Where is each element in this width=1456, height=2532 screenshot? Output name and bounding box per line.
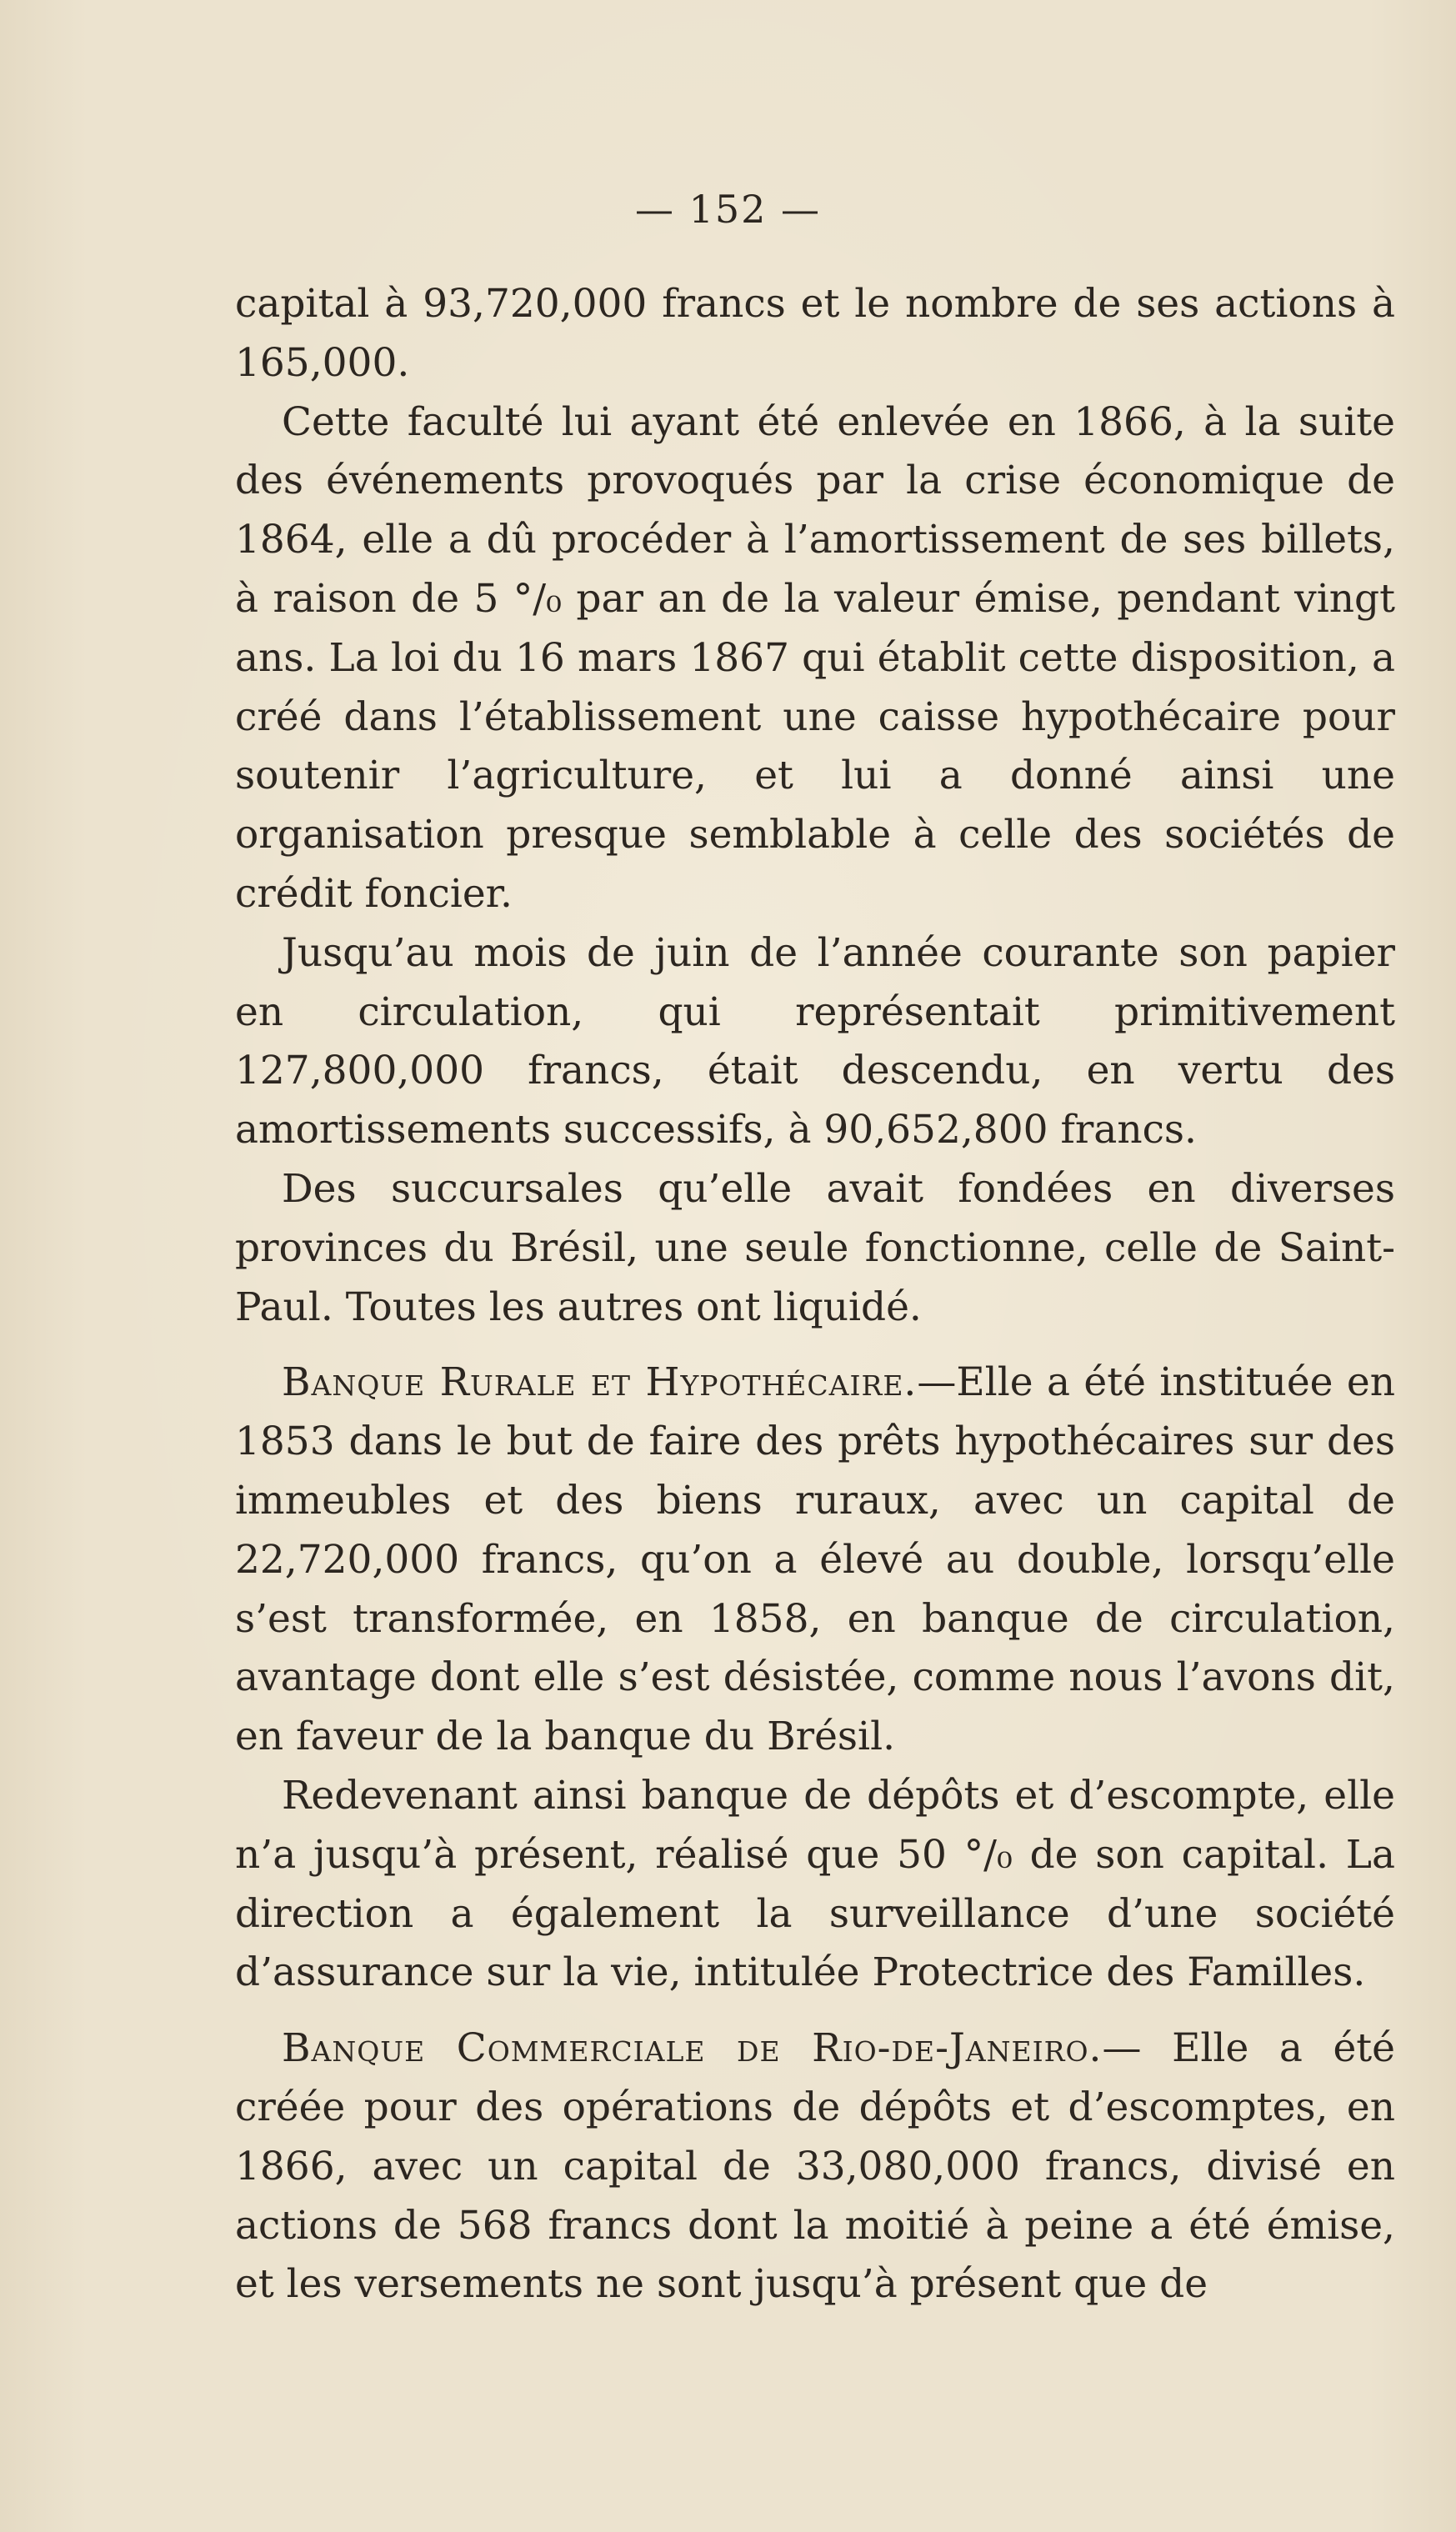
section-heading-banque-rurale: Banque Rurale et Hypothécaire.: [282, 1359, 918, 1406]
section-text-banque-rurale: —Elle a été instituée en 1853 dans le but de faire des prêts hypothécaires sur des immeubles et des biens ruraux, avec un capital de 22,720,000 francs, qu’on a élevé au double, lorsqu’elle s’est transformée, en 1858, en banque de circulation, avantage dont elle s’est désistée, comme nous l’avons dit, en faveur de la banque du Brésil.: [235, 1359, 1395, 1760]
section-banque-rurale: [235, 1354, 1395, 1767]
page-number: — 152 —: [634, 187, 822, 232]
paragraph-redevenant: Redevenant ainsi banque de dépôts et d’escompte, elle n’a jusqu’à présent, réalisé que 50 °/₀ de son capital. La direction a également la surveillance d’une société d’assurance sur la vie, intitulée Protectrice des Familles.: [235, 1772, 1395, 1996]
paragraph-circulation: Jusqu’au mois de juin de l’année courante son papier en circulation, qui représentait primitivement 127,800,000 francs, était descendu, en vertu des amortissements successifs, à 90,652,800 francs.: [235, 929, 1395, 1153]
section-text-banque-commerciale: — Elle a été créée pour des opérations de dépôts et d’escomptes, en 1866, avec un capital de 33,080,000 francs, divisé en actions de 568 francs dont la moitié à peine a été émise, et les versements ne sont jusqu’à présent que de: [235, 2025, 1395, 2308]
section-heading-banque-commerciale: Banque Commerciale de Rio-de-Janeiro.: [282, 2025, 1103, 2072]
section-banque-commerciale: [235, 2019, 1395, 2314]
body-text: [235, 275, 1395, 2314]
paragraph-faculte: Cette faculté lui ayant été enlevée en 1866, à la suite des événements provoqués par la crise économique de 1864, elle a dû procéder à l’amortissement de ses billets, à raison de 5 °/₀ par an de la valeur émise, pendant vingt ans. La loi du 16 mars 1867 qui établit cette disposition, a créé dans l’établissement une caisse hypothécaire pour soutenir l’agriculture, et lui a donné ainsi une organisation presque semblable à celle des sociétés de crédit foncier.: [235, 398, 1395, 917]
paragraph-succursales: Des succursales qu’elle avait fondées en diverses provinces du Brésil, une seule fonctionne, celle de Saint-Paul. Toutes les autres ont liquidé.: [235, 1165, 1395, 1330]
paragraph-capital: capital à 93,720,000 francs et le nombre de ses actions à 165,000.: [235, 281, 1395, 386]
